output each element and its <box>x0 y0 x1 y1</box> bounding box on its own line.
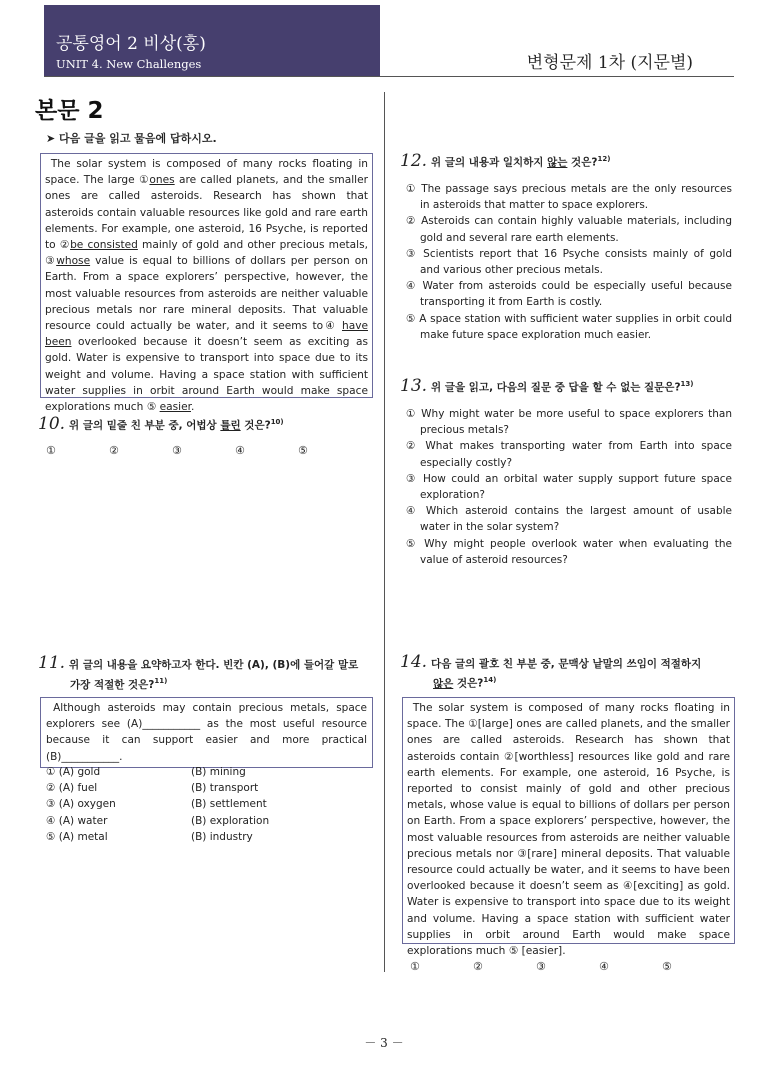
option-row[interactable]: ④ (A) water (B) exploration <box>46 814 270 827</box>
q14-choices <box>410 960 725 973</box>
choice[interactable]: ③ <box>172 444 182 457</box>
section-title: 본문 2 <box>35 98 104 124</box>
choice[interactable]: ④ <box>235 444 245 457</box>
option[interactable]: ② Asteroids can contain highly valuable materials, including gold and several rare earth elements. <box>406 215 732 244</box>
choice[interactable]: ⑤ <box>662 960 672 973</box>
choice[interactable]: ① <box>410 960 420 973</box>
option-row[interactable]: ① (A) gold (B) mining <box>46 766 246 778</box>
underline-4: have been <box>45 320 368 349</box>
option[interactable]: ③ Scientists report that 16 Psyche consists mainly of gold and various other precious metals. <box>406 247 732 277</box>
header-title: 공통영어 2 비상(홍) <box>56 34 206 54</box>
underline-1: ones <box>149 174 175 187</box>
option[interactable]: ③ How could an orbital water supply support future space exploration? <box>406 472 732 502</box>
choice[interactable]: ② <box>473 960 483 973</box>
question-11: 11. 위 글의 내용을 요약하고자 한다. 빈칸 (A), (B)에 들어갈 말로 가장 적절한 것은?$^{11)}$ <box>38 653 359 691</box>
option[interactable]: ② What makes transporting water from Earth into space especially costly? <box>406 440 732 469</box>
page-number: － 3 － <box>364 1036 404 1050</box>
option[interactable]: ① The passage says precious metals are the only resources in asteroids that matter to space explorers. <box>406 183 732 212</box>
q14-passage: The solar system is composed of many rocks floating in space. The ①[large] ones are called planets, and the smaller ones are called asteroids. Research has shown that asteroids contain ②[worthless] resources like gold and rare earth elements. For example, one asteroid, 16 Psyche, is reported to consist mainly of gold and other precious metals, whose value is equal to billions of dollars per person on Earth. From a space explorers’ perspective, however, the most valuable resources from asteroids are neither valuable precious metals nor ③[rare] mineral deposits. That valuable resource could actually be water, and it seems to have been overlooked because it doesn’t seem as ④[exciting] as gold. Water is expensive to transport into space due to its weight and volume. Having a space station with sufficient water supplies in orbit around Earth would make space explorations much ⑤ [easier]. <box>402 697 735 944</box>
summary-box: Although asteroids may contain precious metals, space explorers see (A)___________ as the most useful resource because it can support easier and more practical (B)___________. <box>40 697 373 768</box>
underline-5: easier <box>159 401 191 414</box>
q13-options <box>406 406 732 568</box>
choice[interactable]: ⑤ <box>298 444 308 457</box>
q12-options <box>406 181 732 343</box>
question-14: 14. 다음 글의 괄호 친 부분 중, 문맥상 낱말의 쓰임이 적절하지 않은 것은?$^{14)}$ <box>400 652 702 690</box>
choice[interactable]: ③ <box>536 960 546 973</box>
column-divider <box>384 92 385 972</box>
option-row[interactable]: ② (A) fuel (B) transport <box>46 782 259 795</box>
option-row[interactable]: ③ (A) oxygen (B) settlement <box>46 798 267 811</box>
q11-options <box>46 764 269 845</box>
option-row[interactable]: ⑤ (A) metal (B) industry <box>46 830 253 843</box>
q10-choices <box>46 444 361 457</box>
header-right-title: 변형문제 1차 (지문별) <box>526 53 693 73</box>
underline-2: be consisted <box>70 239 138 252</box>
question-13: 13. 위 글을 읽고, 다음의 질문 중 답을 할 수 없는 질문은?$^{13)}$ <box>400 375 694 396</box>
option[interactable]: ⑤ A space station with sufficient water supplies in orbit could make future space exploration much easier. <box>406 312 732 341</box>
question-10: 10. 위 글의 밑줄 친 부분 중, 어법상 틀린 것은?$^{10)}$ <box>38 413 284 434</box>
option[interactable]: ④ Water from asteroids could be especially useful because transporting it from Earth is costly. <box>406 280 732 309</box>
header-banner <box>44 5 380 76</box>
instruction: ➤ 다음 글을 읽고 물음에 답하시오. <box>46 132 217 145</box>
option[interactable]: ④ Which asteroid contains the largest amount of usable water in the solar system? <box>406 505 732 534</box>
option[interactable]: ① Why might water be more useful to space explorers than precious metals? <box>406 408 732 437</box>
choice[interactable]: ② <box>109 444 119 457</box>
option[interactable]: ⑤ Why might people overlook water when evaluating the value of asteroid resources? <box>406 537 732 566</box>
header-unit: UNIT 4. New Challenges <box>56 57 202 71</box>
header-rule <box>44 76 734 77</box>
choice[interactable]: ④ <box>599 960 609 973</box>
passage: The solar system is composed of many rocks floating in space. The large ①ones are called planets, and the smaller ones are called asteroids. Research has shown that asteroids contain valuable resources like gold and rare earth elements. For example, one asteroid, 16 Psyche, is reported to ②be consisted mainly of gold and other precious metals, ③whose value is equal to billions of dollars per person on Earth. From a space explorers’ perspective, however, the most valuable resources from asteroids are neither valuable precious metals nor rare mineral deposits. That valuable resource could actually be water, and it seems to④ have been overlooked because it doesn’t seem as exciting as gold. Water is expensive to transport into space due to its weight and volume. Having a space station with sufficient water supplies in orbit around Earth would make space explorations much ⑤ easier. <box>40 153 373 398</box>
question-12: 12. 위 글의 내용과 일치하지 않는 것은?$^{12)}$ <box>400 150 611 171</box>
choice[interactable]: ① <box>46 444 56 457</box>
underline-3: whose <box>56 255 91 268</box>
